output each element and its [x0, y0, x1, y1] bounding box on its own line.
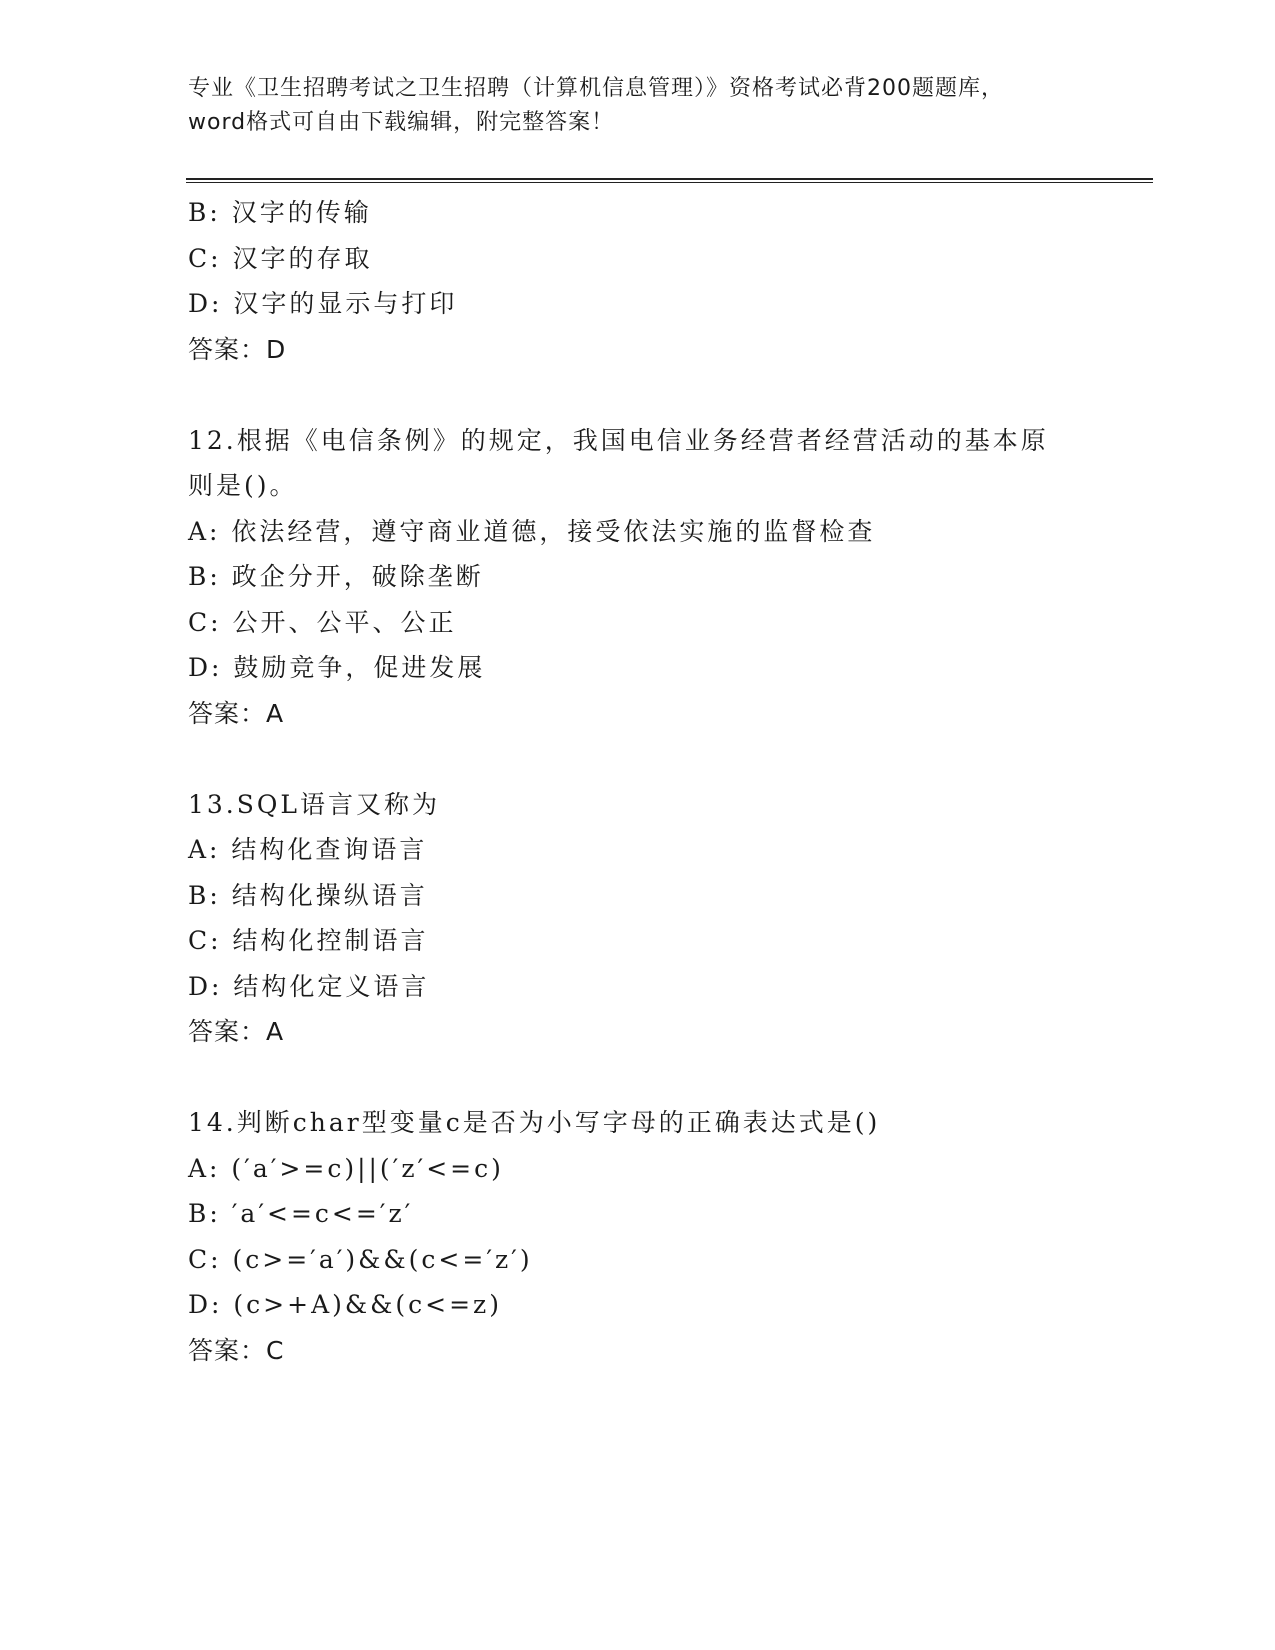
question-13 [188, 782, 1148, 1055]
answer-line [188, 691, 1148, 737]
question-stem-line-1: 12.根据《电信条例》的规定，我国电信业务经营者经营活动的基本原 [188, 425, 1049, 455]
option-b: B: 结构化操纵语言 [188, 880, 428, 910]
option-d: D: 结构化定义语言 [188, 971, 430, 1001]
option-a: A: (′a′>=c)||(′z′<=c) [188, 1153, 504, 1183]
option-b: B: ′a′<=c<=′z′ [188, 1199, 414, 1228]
answer-value: C [266, 1335, 284, 1365]
header-title-line-1: 专业《卫生招聘考试之卫生招聘（计算机信息管理）》资格考试必背200题题库， [188, 76, 1004, 101]
option-c: C: 汉字的存取 [188, 243, 373, 273]
answer-value: A [266, 1017, 284, 1046]
option-a: A: 依法经营，遵守商业道德，接受依法实施的监督检查 [188, 516, 876, 546]
answer-line [188, 1328, 1148, 1374]
header-double-rule [186, 178, 1153, 180]
question-14 [188, 1100, 1148, 1373]
document-header [188, 72, 1088, 140]
question-stem-line-1: 14.判断char型变量c是否为小写字母的正确表达式是() [188, 1108, 881, 1137]
question-stem-line-2: 则是()。 [188, 471, 298, 500]
partial-question [188, 190, 1148, 372]
answer-label: 答案： [188, 1335, 267, 1365]
option-d: D: 汉字的显示与打印 [188, 289, 458, 318]
answer-label: 答案： [188, 1017, 267, 1046]
question-12 [188, 418, 1148, 737]
option-c: C: 公开、公平、公正 [188, 607, 457, 637]
option-a: A: 结构化查询语言 [188, 835, 428, 864]
question-content [188, 190, 1148, 1373]
answer-value: A [266, 698, 284, 728]
header-title-line-2: word格式可自由下载编辑，附完整答案！ [188, 110, 615, 135]
option-d: D: 鼓励竞争，促进发展 [188, 653, 486, 682]
option-b: B: 汉字的传输 [188, 198, 372, 227]
answer-line [188, 327, 1148, 373]
option-d: D: (c>+A)&&(c<=z) [188, 1290, 502, 1319]
answer-value: D [266, 334, 286, 364]
option-c: C: 结构化控制语言 [188, 926, 429, 955]
answer-label: 答案： [188, 698, 267, 728]
question-stem-line-1: 13.SQL语言又称为 [188, 789, 440, 819]
option-b: B: 政企分开，破除垄断 [188, 562, 484, 591]
answer-label: 答案： [188, 334, 267, 364]
option-c: C: (c>=′a′)&&(c<=′z′) [188, 1244, 533, 1274]
answer-line [188, 1009, 1148, 1055]
